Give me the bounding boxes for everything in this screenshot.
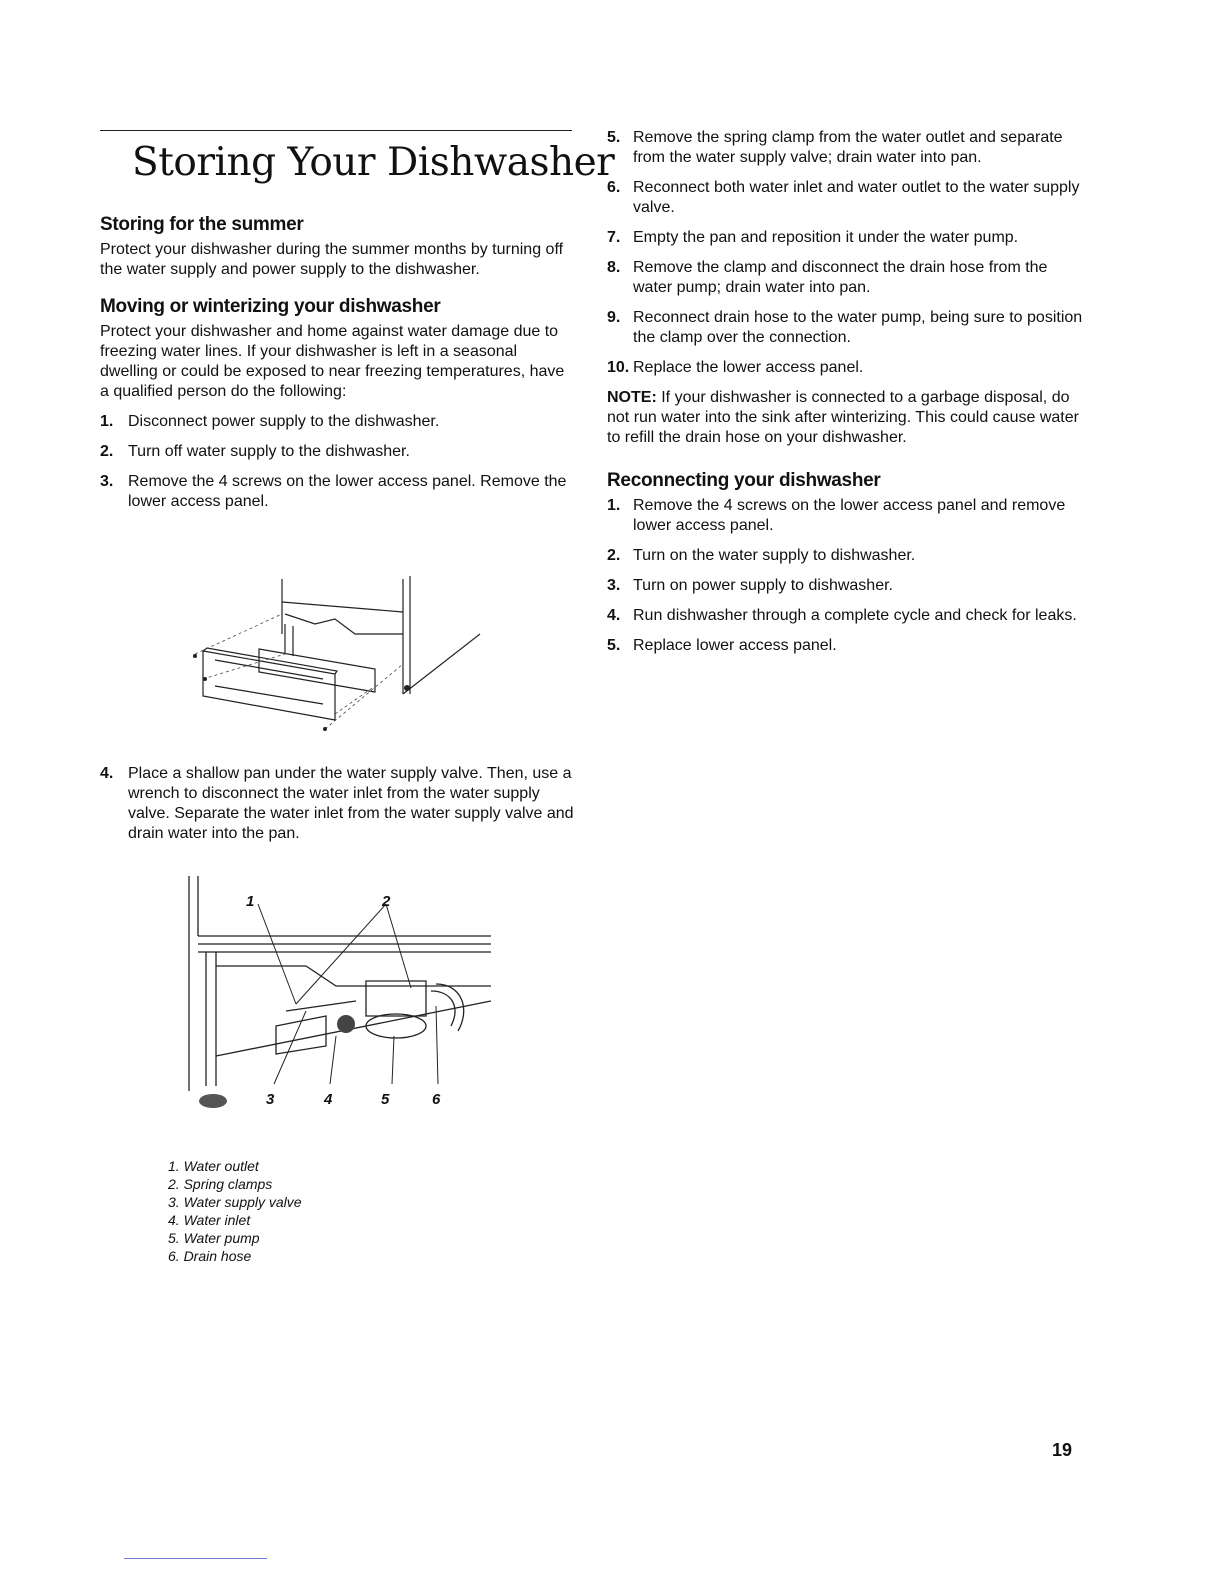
reconnect-heading: Reconnecting your dishwasher xyxy=(607,470,881,491)
winter-heading: Moving or winterizing your dishwasher xyxy=(100,296,441,317)
list-item: 3. Remove the 4 screws on the lower access panel. Remove the lower access panel. xyxy=(100,473,567,510)
callout-5: 5 xyxy=(381,1091,390,1108)
summer-heading: Storing for the summer xyxy=(100,214,304,235)
figure-legend xyxy=(168,1157,468,1265)
winter-steps-right xyxy=(607,128,1087,378)
winter-body: Protect your dishwasher and home against water damage due to freezing water lines. If your dishwasher is left in a seasonal dwelling or could be exposed to near freezing temperatures, have a qualified person do the following: xyxy=(100,323,565,400)
access-panel-illustration xyxy=(185,574,485,734)
list-item: 2. Turn on the water supply to dishwasher. xyxy=(607,547,916,564)
title-rule xyxy=(100,130,572,131)
list-item: 6. Reconnect both water inlet and water outlet to the water supply valve. xyxy=(607,179,1080,216)
list-item: 9. Reconnect drain hose to the water pump, being sure to position the clamp over the connection. xyxy=(607,309,1083,346)
legend-item: 3. Water supply valve xyxy=(168,1194,302,1210)
list-item: 4. Place a shallow pan under the water supply valve. Then, use a wrench to disconnect the water inlet from the water supply valve. Separate the water inlet from the water supply valve and drain water into the pan. xyxy=(100,765,574,842)
list-item: 5. Replace lower access panel. xyxy=(607,637,837,654)
callout-2: 2 xyxy=(382,893,391,910)
page-title: Storing Your Dishwasher xyxy=(132,140,615,185)
list-item: 1. Disconnect power supply to the dishwasher. xyxy=(100,413,440,430)
legend-item: 4. Water inlet xyxy=(168,1212,251,1228)
legend-item: 2. Spring clamps xyxy=(168,1176,273,1192)
reconnect-steps xyxy=(607,496,1087,656)
legend-item: 1. Water outlet xyxy=(168,1158,259,1174)
legend-item: 6. Drain hose xyxy=(168,1248,252,1264)
list-item: 3. Turn on power supply to dishwasher. xyxy=(607,577,893,594)
water-supply-illustration xyxy=(186,876,496,1116)
list-item: 2. Turn off water supply to the dishwasher. xyxy=(100,443,410,460)
callout-1: 1 xyxy=(246,893,255,910)
callout-3: 3 xyxy=(266,1091,275,1108)
footer-rule xyxy=(124,1558,267,1559)
callout-6: 6 xyxy=(432,1091,441,1108)
left-column xyxy=(100,214,575,522)
winter-steps-left xyxy=(100,412,575,512)
legend-item: 5. Water pump xyxy=(168,1230,260,1246)
callout-4: 4 xyxy=(324,1091,333,1108)
summer-body: Protect your dishwasher during the summer months by turning off the water supply and power supply to the dishwasher. xyxy=(100,241,564,278)
list-item: 5. Remove the spring clamp from the water outlet and separate from the water supply valve; drain water into pan. xyxy=(607,129,1063,166)
list-item: 1. Remove the 4 screws on the lower access panel and remove lower access panel. xyxy=(607,497,1066,534)
page-number: 19 xyxy=(1052,1440,1073,1460)
list-item: 8. Remove the clamp and disconnect the drain hose from the water pump; drain water into pan. xyxy=(607,259,1048,296)
list-item: 10. Replace the lower access panel. xyxy=(607,359,864,376)
right-column xyxy=(607,128,1087,666)
list-item: 7. Empty the pan and reposition it under the water pump. xyxy=(607,229,1019,246)
list-item: 4. Run dishwasher through a complete cycle and check for leaks. xyxy=(607,607,1077,624)
winter-step-4 xyxy=(100,764,575,854)
winterize-note: NOTE: If your dishwasher is connected to a garbage disposal, do not run water into the sink after winterizing. This could cause water to refill the drain hose on your dishwasher. xyxy=(607,389,1079,446)
